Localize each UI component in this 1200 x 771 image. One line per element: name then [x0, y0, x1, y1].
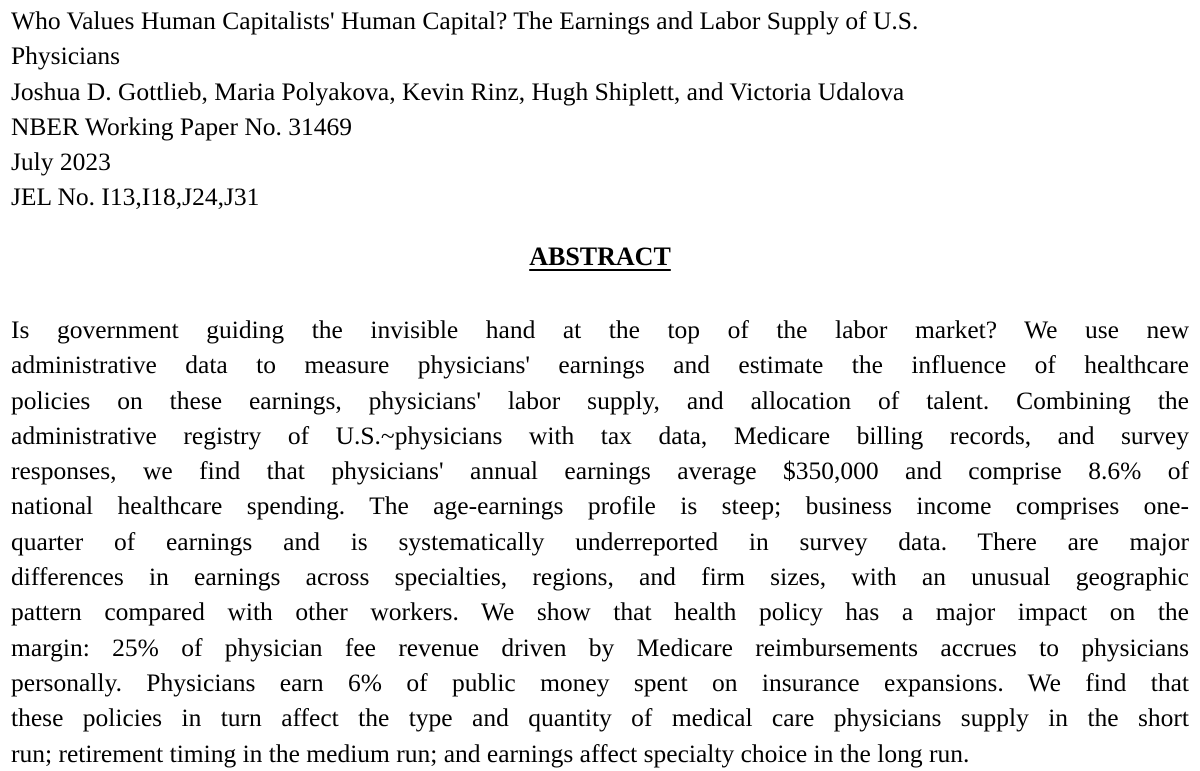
abstract-line: administrative registry of U.S.~physicians with tax data, Medicare billing records, and survey	[11, 420, 1189, 450]
abstract-heading-container	[11, 239, 1189, 275]
paper-authors: Joshua D. Gottlieb, Maria Polyakova, Kevin Rinz, Hugh Shiplett, and Victoria Udalova	[11, 76, 905, 106]
abstract-line: national healthcare spending. The age-earnings profile is steep; business income comprises one-	[11, 491, 1189, 521]
abstract-line: personally. Physicians earn 6% of public money spent on insurance expansions. We find that	[11, 667, 1189, 697]
abstract-line: pattern compared with other workers. We show that health policy has a major impact on the	[11, 597, 1189, 627]
abstract-line: Is government guiding the invisible hand at the top of the labor market? We use new	[11, 315, 1189, 344]
paper-title-line-1: Who Values Human Capitalists' Human Capital? The Earnings and Labor Supply of U.S.	[11, 6, 919, 35]
paper-jel-codes: JEL No. I13,I18,J24,J31	[11, 182, 260, 212]
paper-title-line-2: Physicians	[11, 41, 121, 71]
abstract-line: run; retirement timing in the medium run; and earnings affect specialty choice in the long run.	[11, 738, 970, 768]
abstract-line: margin: 25% of physician fee revenue driven by Medicare reimbursements accrues to physicians	[11, 632, 1189, 662]
abstract-line: policies on these earnings, physicians' labor supply, and allocation of talent. Combining the	[11, 385, 1189, 415]
abstract-heading: ABSTRACT	[529, 242, 671, 271]
abstract-line: administrative data to measure physicians' earnings and estimate the influence of healthcare	[11, 350, 1189, 380]
paper-date: July 2023	[11, 147, 111, 177]
paper-series: NBER Working Paper No. 31469	[11, 111, 353, 141]
abstract-line: quarter of earnings and is systematically underreported in survey data. There are major	[11, 526, 1189, 556]
abstract-line: these policies in turn affect the type and quantity of medical care physicians supply in the short	[11, 703, 1189, 733]
abstract-body	[11, 312, 1189, 771]
abstract-line: responses, we find that physicians' annual earnings average $350,000 and comprise 8.6% of	[11, 456, 1189, 486]
paper-page	[11, 3, 1189, 768]
abstract-line: differences in earnings across specialties, regions, and firm sizes, with an unusual geographic	[11, 562, 1189, 592]
